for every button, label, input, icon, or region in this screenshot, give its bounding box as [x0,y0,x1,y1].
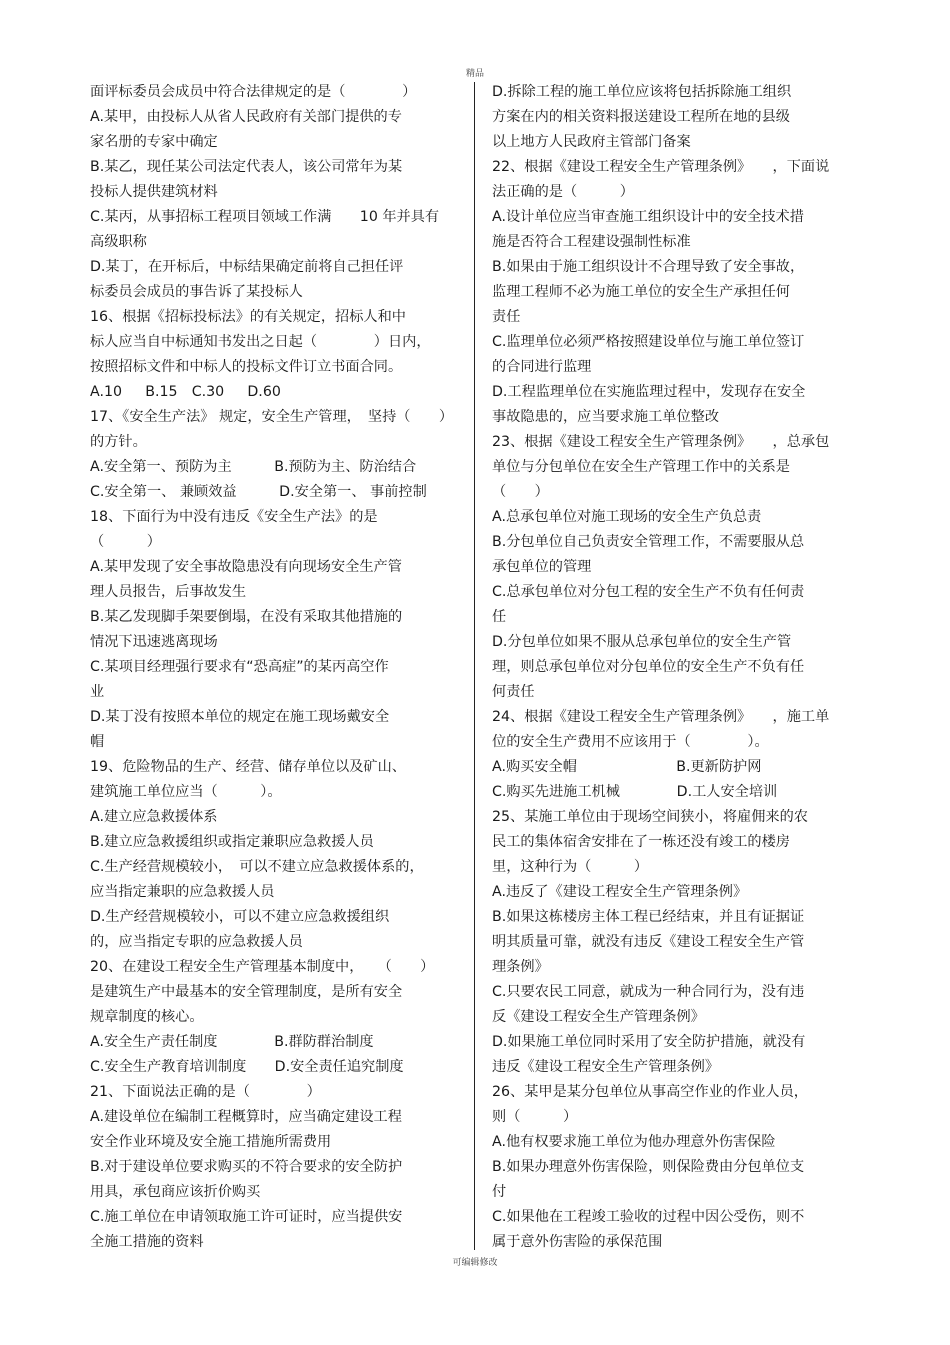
left-column-line: 21、下面说法正确的是（ ） [90,1084,321,1100]
right-column-line: D.如果施工单位同时采用了安全防护措施，就没有 [492,1034,806,1050]
right-column-line: 里，这种行为（ ） [492,859,649,875]
left-column-line: C.施工单位在申请领取施工许可证时，应当提供安 [90,1209,403,1225]
left-column [90,80,460,1255]
right-column-line: B.如果办理意外伤害保险，则保险费由分包单位支 [492,1159,805,1175]
right-column-line: 明其质量可靠，就没有违反《建设工程安全生产管 [492,934,805,950]
left-column-line: 情况下迅速逃离现场 [90,634,218,650]
left-column-line: 17、《安全生产法》 规定，安全生产管理， 坚持（ ） [90,409,454,425]
right-column-line: 理，则总承包单位对分包单位的安全生产不负有任 [492,659,805,675]
right-column-line: A.购买安全帽 B.更新防护网 [492,759,762,775]
left-column-line: C.某项目经理强行要求有“恐高症”的某丙高空作 [90,659,389,675]
left-column-line: （ ） [90,534,161,550]
right-column-line: 违反《建设工程安全生产管理条例》 [492,1059,720,1075]
right-column-line: 23、根据《建设工程安全生产管理条例》 ，总承包 [492,434,830,450]
right-column-line: （ ） [492,484,549,500]
right-column-line: 以上地方人民政府主管部门备案 [492,134,691,150]
left-column-line: A.10 B.15 C.30 D.60 [90,384,281,400]
right-column-line: 属于意外伤害险的承保范围 [492,1234,663,1250]
left-column-line: A.安全生产责任制度 B.群防群治制度 [90,1034,374,1050]
column-divider [474,82,475,1250]
right-column-line: A.总承包单位对施工现场的安全生产负总责 [492,509,762,525]
left-column-line: 理人员报告，后事故发生 [90,584,247,600]
left-column-line: B.某乙，现任某公司法定代表人，该公司常年为某 [90,159,403,175]
right-column-line: 法正确的是（ ） [492,184,634,200]
left-column-line: 高级职称 [90,234,147,250]
left-column-line: C.安全生产教育培训制度 D.安全责任追究制度 [90,1059,404,1075]
right-column-line: B.如果由于施工组织设计不合理导致了安全事故， [492,259,805,275]
right-column-line: 单位与分包单位在安全生产管理工作中的关系是 [492,459,790,475]
left-column-line: 的，应当指定专职的应急救援人员 [90,934,303,950]
right-column-line: 任 [492,609,507,625]
left-column-line: 建筑施工单位应当（ ）。 [90,784,282,800]
left-column-line: B.对于建设单位要求购买的不符合要求的安全防护 [90,1159,403,1175]
left-column-line: C.安全第一、 兼顾效益 D.安全第一、 事前控制 [90,484,427,500]
left-column-line: C.某丙，从事招标工程项目领域工作满 10 年并具有 [90,209,440,225]
right-column-line: 付 [492,1184,507,1200]
right-column-line: A.设计单位应当审查施工组织设计中的安全技术措 [492,209,804,225]
left-column-line: 业 [90,684,105,700]
left-column-line: B.某乙发现脚手架要倒塌，在没有采取其他措施的 [90,609,403,625]
right-column-line: 方案在内的相关资料报送建设工程所在地的县级 [492,109,790,125]
left-column-line: 安全作业环境及安全施工措施所需费用 [90,1134,332,1150]
left-column-line: A.建设单位在编制工程概算时，应当确定建设工程 [90,1109,402,1125]
left-column-line: A.安全第一、预防为主 B.预防为主、防治结合 [90,459,417,475]
right-column-line: C.监理单位必须严格按照建设单位与施工单位签订 [492,334,805,350]
right-column-line: 反《建设工程安全生产管理条例》 [492,1009,705,1025]
left-column-line: 是建筑生产中最基本的安全管理制度，是所有安全 [90,984,403,1000]
right-column-line: 民工的集体宿舍安排在了一栋还没有竣工的楼房 [492,834,790,850]
right-column-line: A.违反了《建设工程安全生产管理条例》 [492,884,748,900]
page-header: 精品 [465,69,484,79]
left-column-line: 的方针。 [90,434,147,450]
left-column-line: 标委员会成员的事告诉了某投标人 [90,284,303,300]
left-column-line: 19、危险物品的生产、经营、储存单位以及矿山、 [90,759,406,775]
left-column-line: 16、根据《招标投标法》的有关规定，招标人和中 [90,309,406,325]
right-column-line: D.分包单位如果不服从总承包单位的安全生产管 [492,634,792,650]
right-column-line: D.拆除工程的施工单位应该将包括拆除施工组织 [492,84,792,100]
right-column-line: 25、某施工单位由于现场空间狭小，将雇佣来的农 [492,809,808,825]
left-column-line: D.某丁，在开标后，中标结果确定前将自己担任评 [90,259,404,275]
left-column-line: A.建立应急救援体系 [90,809,218,825]
left-column-line: A.某甲，由投标人从省人民政府有关部门提供的专 [90,109,402,125]
right-column-line: 施是否符合工程建设强制性标准 [492,234,691,250]
page-footer: 可编辑修改 [452,1258,498,1268]
right-column-line: 理条例》 [492,959,549,975]
right-column-line: 的合同进行监理 [492,359,592,375]
left-column-line: 规章制度的核心。 [90,1009,204,1025]
right-column-line: 监理工程师不必为施工单位的安全生产承担任何 [492,284,790,300]
right-column-line: B.如果这栋楼房主体工程已经结束，并且有证据证 [492,909,805,925]
left-column-line: 用具，承包商应该折价购买 [90,1184,261,1200]
right-column-line: C.购买先进施工机械 D.工人安全培训 [492,784,778,800]
right-column-line: 则（ ） [492,1109,578,1125]
right-column-line: D.工程监理单位在实施监理过程中，发现存在安全 [492,384,806,400]
left-column-line: B.建立应急救援组织或指定兼职应急救援人员 [90,834,374,850]
right-column-line: C.只要农民工同意，就成为一种合同行为，没有违 [492,984,805,1000]
right-column-line: 何责任 [492,684,535,700]
left-column-line: 全施工措施的资料 [90,1234,204,1250]
right-column-line: 26、某甲是某分包单位从事高空作业的作业人员， [492,1084,808,1100]
left-column-line: A.某甲发现了安全事故隐患没有向现场安全生产管 [90,559,402,575]
right-column-line: 22、根据《建设工程安全生产管理条例》 ，下面说 [492,159,830,175]
left-column-line: 帽 [90,734,105,750]
left-column-line: 应当指定兼职的应急救援人员 [90,884,275,900]
left-column-line: 家名册的专家中确定 [90,134,218,150]
left-column-line: 18、下面行为中没有违反《安全生产法》的是 [90,509,378,525]
left-column-line: D.某丁没有按照本单位的规定在施工现场戴安全 [90,709,390,725]
right-column [492,80,860,1255]
right-column-line: A.他有权要求施工单位为他办理意外伤害保险 [492,1134,776,1150]
right-column-line: 责任 [492,309,521,325]
right-column-line: C.总承包单位对分包工程的安全生产不负有任何责 [492,584,805,600]
right-column-line: 位的安全生产费用不应该用于（ ）。 [492,734,769,750]
right-column-line: 24、根据《建设工程安全生产管理条例》 ，施工单 [492,709,830,725]
left-column-line: 标人应当自中标通知书发出之日起（ ）日内， [90,334,431,350]
left-column-line: 20、在建设工程安全生产管理基本制度中， （ ） [90,959,435,975]
left-column-line: D.生产经营规模较小，可以不建立应急救援组织 [90,909,390,925]
left-column-line: C.生产经营规模较小， 可以不建立应急救援体系的， [90,859,424,875]
right-column-line: B.分包单位自己负责安全管理工作，不需要服从总 [492,534,805,550]
right-column-line: 承包单位的管理 [492,559,592,575]
right-column-line: C.如果他在工程竣工验收的过程中因公受伤，则不 [492,1209,805,1225]
left-column-line: 面评标委员会成员中符合法律规定的是（ ） [90,84,417,100]
left-column-line: 按照招标文件和中标人的投标文件订立书面合同。 [90,359,403,375]
left-column-line: 投标人提供建筑材料 [90,184,218,200]
right-column-line: 事故隐患的，应当要求施工单位整改 [492,409,720,425]
